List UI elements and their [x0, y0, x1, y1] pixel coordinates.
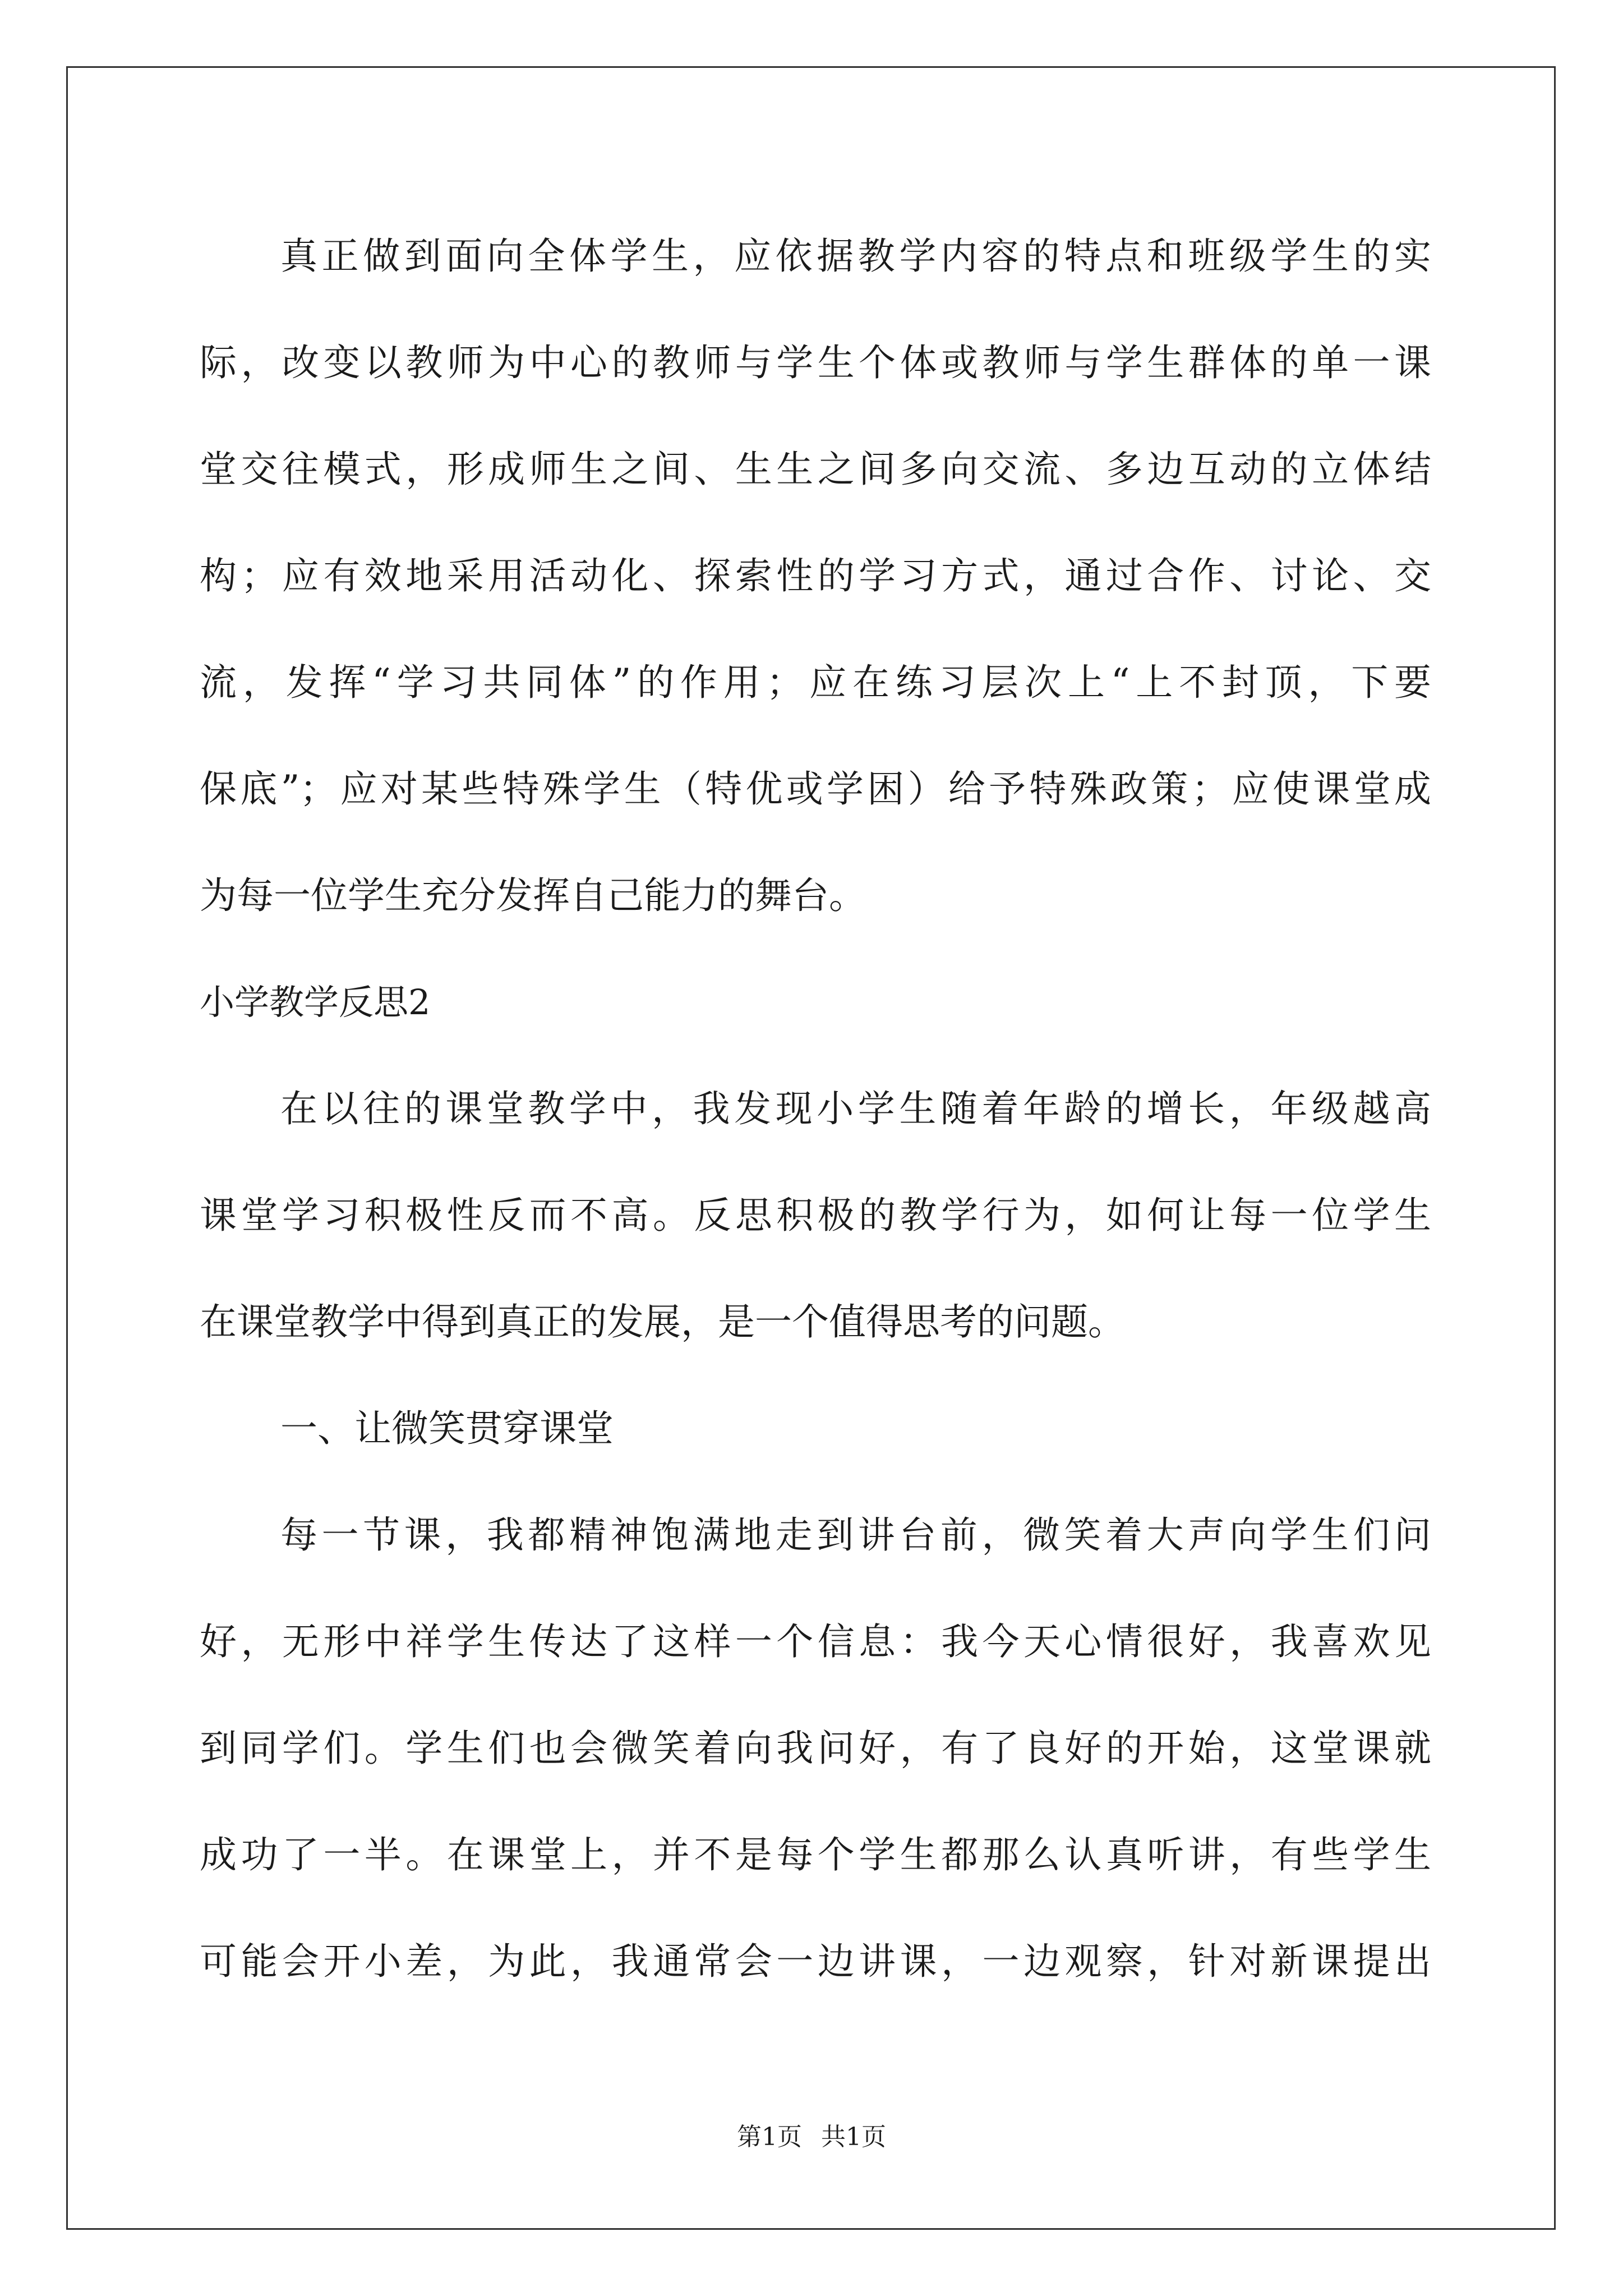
subheading: 一、让微笑贯穿课堂: [280, 1407, 614, 1450]
text-line: 真正做到面向全体学生，应依据教学内容的特点和班级学生的实: [280, 234, 1431, 278]
text-line: 在课堂教学中得到真正的发展，是一个值得思考的问题。: [200, 1300, 1125, 1343]
text-line: 成功了一半。在课堂上，并不是每个学生都那么认真听讲，有些学生: [200, 1833, 1431, 1876]
text-line: 为每一位学生充分发挥自己能力的舞台。: [200, 874, 866, 917]
paragraph-2: [200, 1056, 1431, 1375]
text-line: 到同学们。学生们也会微笑着向我问好，有了良好的开始，这堂课就: [200, 1727, 1431, 1770]
text-line: 好，无形中祥学生传达了这样一个信息：我今天心情很好，我喜欢见: [200, 1620, 1431, 1663]
paragraph-1: [200, 203, 1431, 949]
text-line: 流，发挥“学习共同体”的作用；应在练习层次上“上不封顶，下要: [200, 661, 1431, 704]
page-footer: [0, 2120, 1623, 2154]
text-line: 际，改变以教师为中心的教师与学生个体或教师与学生群体的单一课: [200, 341, 1431, 384]
text-line: 构；应有效地采用活动化、探索性的学习方式，通过合作、讨论、交: [200, 554, 1431, 597]
page-total: 共1页: [821, 2123, 886, 2151]
text-line: 每一节课，我都精神饱满地走到讲台前，微笑着大声向学生们问: [280, 1513, 1431, 1557]
document-body: [200, 203, 1431, 2015]
text-line: 保底”；应对某些特殊学生（特优或学困）给予特殊政策；应使课堂成: [200, 767, 1431, 811]
text-line: 可能会开小差，为此，我通常会一边讲课，一边观察，针对新课提出: [200, 1940, 1431, 1983]
paragraph-3: [200, 1482, 1431, 2015]
section-title: 小学教学反思2: [200, 982, 431, 1023]
page-number: 第1页: [737, 2123, 802, 2151]
text-line: 在以往的课堂教学中，我发现小学生随着年龄的增长，年级越高: [280, 1087, 1431, 1130]
text-line: 课堂学习积极性反而不高。反思积极的教学行为，如何让每一位学生: [200, 1194, 1431, 1237]
text-line: 堂交往模式，形成师生之间、生生之间多向交流、多边互动的立体结: [200, 448, 1431, 491]
